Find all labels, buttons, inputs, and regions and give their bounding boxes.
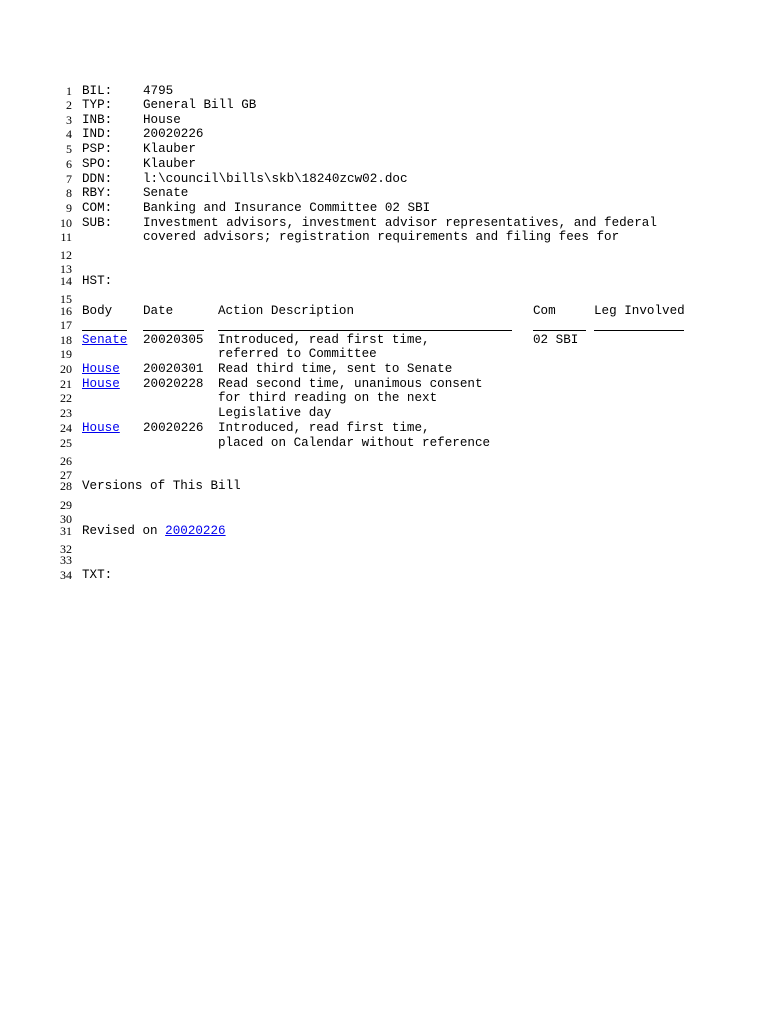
field-label: COM:: [82, 201, 113, 215]
revised-text: [82, 524, 226, 539]
body-link-house[interactable]: House: [82, 377, 120, 391]
action-description: Legislative day: [218, 406, 332, 420]
line-number: 33: [60, 553, 72, 567]
body-link-senate[interactable]: Senate: [82, 333, 128, 347]
line-number: 24: [60, 421, 72, 435]
action-date: 20020228: [143, 377, 204, 391]
field-label: SPO:: [82, 157, 113, 171]
line-number: 7: [66, 172, 72, 186]
action-description: Read third time, sent to Senate: [218, 362, 453, 376]
line-number: 17: [60, 318, 72, 332]
field-label: RBY:: [82, 186, 113, 200]
field-label: TYP:: [82, 98, 113, 112]
action-column-rule: [218, 330, 512, 331]
line-number: 31: [60, 524, 72, 538]
history-table-header: [0, 304, 770, 319]
field-value: Banking and Insurance Committee 02 SBI: [143, 201, 431, 215]
line-number: 22: [60, 391, 72, 405]
field-label: SUB:: [82, 216, 113, 230]
line-number: 16: [60, 304, 72, 318]
line-number: 1: [66, 84, 72, 98]
field-value: Klauber: [143, 142, 196, 156]
body-link-house[interactable]: House: [82, 421, 120, 435]
field-label: INB:: [82, 113, 113, 127]
line-number: 4: [66, 127, 72, 141]
line-number: 21: [60, 377, 72, 391]
line-number: 25: [60, 436, 72, 450]
action-description: for third reading on the next: [218, 391, 438, 405]
field-value: Klauber: [143, 157, 196, 171]
field-label: PSP:: [82, 142, 113, 156]
leg-column-rule: [594, 330, 684, 331]
line-number: 32: [60, 542, 72, 556]
line-number: 28: [60, 479, 72, 493]
field-line-sub: [0, 216, 770, 231]
line-number: 8: [66, 186, 72, 200]
field-line-rby: [0, 186, 770, 201]
revised-line: [0, 524, 770, 539]
line-number: 2: [66, 98, 72, 112]
line-number: 23: [60, 406, 72, 420]
line-number: 26: [60, 454, 72, 468]
table-row: [0, 347, 770, 362]
field-value: House: [143, 113, 181, 127]
field-line-sub-continued: [0, 230, 770, 245]
line-number: 14: [60, 274, 72, 288]
column-header-leg-involved: Leg Involved: [594, 304, 685, 318]
line-number: 9: [66, 201, 72, 215]
column-header-body: Body: [82, 304, 113, 318]
line-number: 13: [60, 262, 72, 276]
field-label: IND:: [82, 127, 113, 141]
blank-line: [0, 248, 770, 263]
field-value: General Bill GB: [143, 98, 257, 112]
action-date: 20020301: [143, 362, 204, 376]
field-label: BIL:: [82, 84, 113, 98]
field-line-typ: [0, 98, 770, 113]
line-number: 27: [60, 468, 72, 482]
line-number: 12: [60, 248, 72, 262]
field-line-ind: [0, 127, 770, 142]
line-number: 19: [60, 347, 72, 361]
action-description: Introduced, read first time,: [218, 421, 430, 435]
column-header-action-description: Action Description: [218, 304, 355, 318]
line-number: 18: [60, 333, 72, 347]
field-line-psp: [0, 142, 770, 157]
table-row: [0, 421, 770, 436]
field-line-ddn: [0, 172, 770, 187]
blank-line: [0, 498, 770, 513]
column-header-date: Date: [143, 304, 174, 318]
version-link[interactable]: 20020226: [165, 524, 226, 538]
table-row: [0, 333, 770, 348]
history-heading-line: [0, 274, 770, 289]
action-description: referred to Committee: [218, 347, 377, 361]
com-column-rule: [533, 330, 586, 331]
action-date: 20020226: [143, 421, 204, 435]
action-committee: 02 SBI: [533, 333, 579, 347]
line-number: 15: [60, 292, 72, 306]
field-line-com: [0, 201, 770, 216]
field-value: covered advisors; registration requirements and filing fees for: [143, 230, 620, 244]
table-row: [0, 362, 770, 377]
field-value: 20020226: [143, 127, 204, 141]
date-column-rule: [143, 330, 204, 331]
table-row: [0, 406, 770, 421]
table-row: [0, 391, 770, 406]
action-description: Read second time, unanimous consent: [218, 377, 483, 391]
line-number: 10: [60, 216, 72, 230]
versions-heading-line: [0, 479, 770, 494]
history-label: HST:: [82, 274, 113, 288]
line-number: 34: [60, 568, 72, 582]
line-number: 11: [60, 230, 72, 244]
body-link-house[interactable]: House: [82, 362, 120, 376]
table-row: [0, 377, 770, 392]
blank-line: [0, 454, 770, 469]
action-date: 20020305: [143, 333, 204, 347]
line-number: 5: [66, 142, 72, 156]
history-table-rule-line: [0, 318, 770, 333]
field-value: Investment advisors, investment advisor representatives, and federal: [143, 216, 657, 230]
field-label: DDN:: [82, 172, 113, 186]
field-line-bil: [0, 84, 770, 99]
column-header-com: Com: [533, 304, 556, 318]
revised-prefix: Revised on: [82, 524, 158, 538]
line-number: 29: [60, 498, 72, 512]
line-number: 3: [66, 113, 72, 127]
table-row: [0, 436, 770, 451]
text-heading-line: [0, 568, 770, 583]
field-value: l:\council\bills\skb\18240zcw02.doc: [143, 172, 408, 186]
line-number: 30: [60, 512, 72, 526]
text-label: TXT:: [82, 568, 113, 582]
action-description: Introduced, read first time,: [218, 333, 430, 347]
body-column-rule: [82, 330, 127, 331]
line-number: 6: [66, 157, 72, 171]
blank-line: [0, 553, 770, 568]
action-description: placed on Calendar without reference: [218, 436, 491, 450]
field-line-spo: [0, 157, 770, 172]
field-value: Senate: [143, 186, 189, 200]
field-value: 4795: [143, 84, 174, 98]
versions-heading: Versions of This Bill: [82, 479, 241, 493]
field-line-inb: [0, 113, 770, 128]
line-number: 20: [60, 362, 72, 376]
